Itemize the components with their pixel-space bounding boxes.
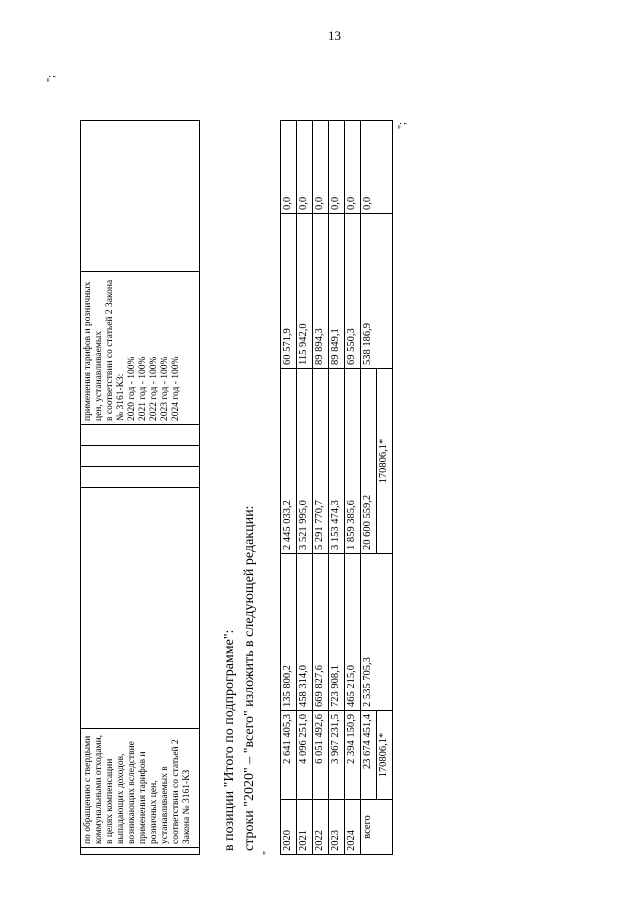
- value-cell: 0,0: [313, 121, 329, 214]
- rotated-content: [46, 55, 640, 855]
- year-cell: 2020: [281, 800, 297, 855]
- total-value-cell: 2 641 405,3: [281, 711, 297, 800]
- fragment-cell-empty: [81, 488, 200, 729]
- value-cell: 1 859 385,6: [345, 369, 361, 554]
- value-cell: 0,0: [329, 121, 345, 214]
- instruction-line-1: в позиции "Итого по подпрограмме":: [222, 629, 237, 851]
- fragment-cell-empty: [81, 121, 200, 272]
- value-cell: 669 827,6: [313, 554, 329, 711]
- indicator-line: 2021 год - 100%: [138, 356, 148, 421]
- value-cell: 135 800,2: [281, 554, 297, 711]
- value-cell: 0,0: [345, 121, 361, 214]
- value-cell: 2 445 033,2: [281, 369, 297, 554]
- fragment-cell-empty: [81, 467, 200, 488]
- value-cell: 60 571,9: [281, 214, 297, 369]
- total-row: [361, 121, 377, 855]
- extra-value-cell: 170806,1*: [377, 711, 393, 800]
- fragment-cell-description: по обращению с твердыми коммунальными отходами, в целях компенсации выпадающих доходов, возникающих вследствие применения тарифов и розничных цен, устанавливаемых в соответствии со статьей 2 Закона № 3161-КЗ: [81, 729, 200, 848]
- year-cell: 2024: [345, 800, 361, 855]
- indicator-line: 2020 год - 100%: [127, 356, 137, 421]
- value-cell: 458 314,0: [297, 554, 313, 711]
- indicator-line: в соответствии со статьей 2 Закона: [105, 279, 115, 421]
- extra-value-cell: 170806,1*: [377, 369, 393, 554]
- value-cell: 3 153 474,3: [329, 369, 345, 554]
- indicator-line: 2022 год - 100%: [149, 356, 159, 421]
- opening-quote-mark: ": [262, 850, 273, 855]
- value-cell: 20 600 559,2: [361, 369, 377, 554]
- fragment-cell-indicator: [81, 272, 200, 425]
- page-number: 13: [328, 28, 341, 43]
- total-value-cell: 23 674 451,4: [361, 711, 377, 800]
- value-cell: 89 894,3: [313, 214, 329, 369]
- fragment-cell-empty: [81, 848, 200, 855]
- table-row: [313, 121, 329, 855]
- value-cell: 89 849,1: [329, 214, 345, 369]
- fragment-table: [80, 120, 200, 855]
- year-cell: 2022: [313, 800, 329, 855]
- value-cell: 465 215,0: [345, 554, 361, 711]
- value-cell: 69 550,3: [345, 214, 361, 369]
- indicator-line: применения тарифов и розничных: [83, 281, 93, 421]
- table-row: [297, 121, 313, 855]
- value-cell: 0,0: [297, 121, 313, 214]
- value-cell: 3 521 995,0: [297, 369, 313, 554]
- fragment-cell-empty: [81, 425, 200, 446]
- value-cell: 0,0: [281, 121, 297, 214]
- closing-quote-mark: ";: [397, 122, 408, 129]
- total-value-cell: 2 394 150,9: [345, 711, 361, 800]
- indicator-line: цен, устанавливаемых: [94, 330, 104, 421]
- value-cell: 5 291 770,7: [313, 369, 329, 554]
- value-cell: 538 186,9: [361, 214, 393, 369]
- indicator-line: № 3161-КЗ:: [116, 373, 126, 421]
- closing-quote-mark: ";: [46, 75, 57, 82]
- instruction-line-2: строки "2020" – "всего" изложить в следующей редакции:: [242, 505, 257, 851]
- indicator-line: 2024 год - 100%: [171, 356, 181, 421]
- value-cell: 115 942,0: [297, 214, 313, 369]
- value-cell: 0,0: [361, 121, 393, 214]
- year-cell: 2023: [329, 800, 345, 855]
- indicator-line: 2023 год - 100%: [160, 356, 170, 421]
- value-cell: 723 908,1: [329, 554, 345, 711]
- fragment-cell-empty: [81, 446, 200, 467]
- total-value-cell: 4 096 251,0: [297, 711, 313, 800]
- table-row: [345, 121, 361, 855]
- total-value-cell: 3 967 231,5: [329, 711, 345, 800]
- total-value-cell: 6 051 492,6: [313, 711, 329, 800]
- total-label-cell: всего: [361, 800, 393, 855]
- year-cell: 2021: [297, 800, 313, 855]
- value-cell: 2 535 705,3: [361, 554, 393, 711]
- financing-table: [280, 120, 393, 855]
- instruction-text: [220, 506, 260, 851]
- table-row: [329, 121, 345, 855]
- table-row: [281, 121, 297, 855]
